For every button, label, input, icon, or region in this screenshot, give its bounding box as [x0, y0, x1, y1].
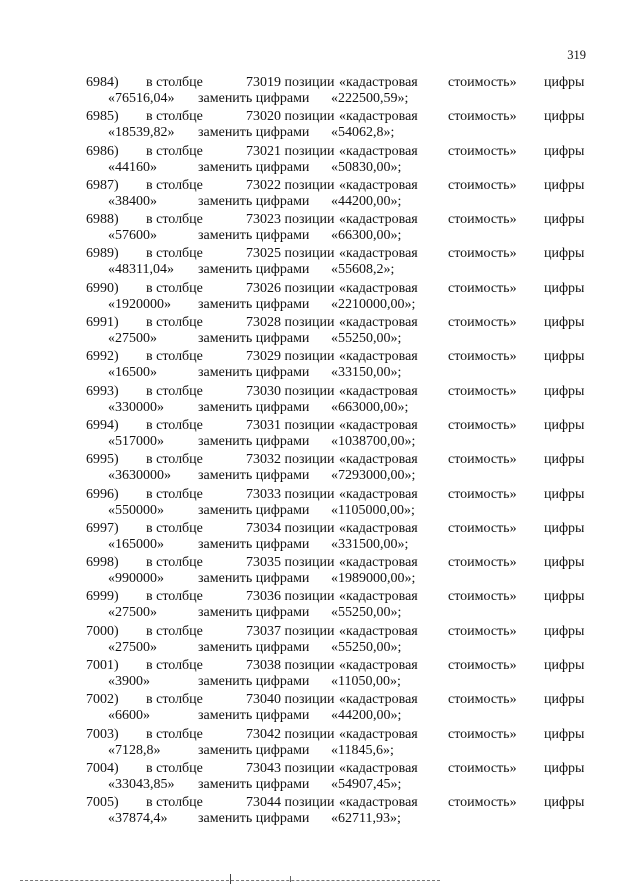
- stoimost-word: стоимость»: [448, 795, 517, 811]
- amendment-entry: [86, 108, 596, 142]
- replace-phrase: заменить цифрами: [198, 742, 310, 758]
- stoimost-word: стоимость»: [448, 623, 517, 639]
- column-number: [246, 348, 335, 365]
- amendment-entry: [86, 451, 596, 485]
- column-number: [246, 726, 335, 743]
- amendment-entry: [86, 348, 596, 382]
- replace-phrase: заменить цифрами: [198, 811, 310, 827]
- kadastr-word: «кадастровая: [339, 212, 418, 228]
- old-value: «16500»: [108, 365, 157, 381]
- amendment-entry: [86, 74, 596, 108]
- tsifry-word: цифры: [544, 109, 585, 125]
- column-number: [246, 280, 335, 297]
- column-prefix: в столбце: [146, 417, 203, 433]
- position-word: позиции: [284, 726, 335, 742]
- position-word: позиции: [284, 75, 335, 90]
- replace-phrase: заменить цифрами: [198, 193, 310, 209]
- tsifry-word: цифры: [544, 555, 585, 571]
- old-value: «57600»: [108, 228, 157, 244]
- position-word: позиции: [284, 349, 335, 365]
- tsifry-word: цифры: [544, 589, 585, 605]
- stoimost-word: стоимость»: [448, 760, 517, 776]
- tsifry-word: цифры: [544, 726, 585, 742]
- entry-number: 7005): [86, 795, 119, 811]
- replace-phrase: заменить цифрами: [198, 605, 310, 621]
- amendment-entry: [86, 280, 596, 314]
- entry-number: 7004): [86, 760, 119, 776]
- kadastr-word: «кадастровая: [339, 280, 418, 296]
- kadastr-word: «кадастровая: [339, 692, 418, 708]
- tsifry-word: цифры: [544, 212, 585, 228]
- column-number: [246, 691, 335, 708]
- column-number: [246, 486, 335, 503]
- column-number: [246, 554, 335, 571]
- amendment-entry: [86, 211, 596, 245]
- column-number: [246, 177, 335, 194]
- new-value: «1989000,00»;: [331, 571, 416, 587]
- replace-phrase: заменить цифрами: [198, 674, 310, 690]
- position-word: позиции: [284, 383, 335, 399]
- amendment-entry: [86, 760, 596, 794]
- column-prefix: в столбце: [146, 486, 203, 502]
- kadastr-word: «кадастровая: [339, 109, 418, 125]
- entry-number: 6985): [86, 109, 119, 125]
- amendment-entry: [86, 554, 596, 588]
- new-value: «62711,93»;: [331, 811, 401, 827]
- column-prefix: в столбце: [146, 280, 203, 296]
- column-code: 73037: [246, 623, 281, 639]
- old-value: «27500»: [108, 639, 157, 655]
- kadastr-word: «кадастровая: [339, 75, 418, 90]
- tsifry-word: цифры: [544, 75, 585, 90]
- amendment-entry: [86, 314, 596, 348]
- position-word: позиции: [284, 795, 335, 811]
- entry-number: 6997): [86, 520, 119, 536]
- column-number: [246, 588, 335, 605]
- column-prefix: в столбце: [146, 315, 203, 331]
- position-word: позиции: [284, 109, 335, 125]
- replace-phrase: заменить цифрами: [198, 296, 310, 312]
- amendment-list: [86, 74, 596, 829]
- amendment-entry: [86, 383, 596, 417]
- kadastr-word: «кадастровая: [339, 383, 418, 399]
- tsifry-word: цифры: [544, 143, 585, 159]
- entry-number: 7003): [86, 726, 119, 742]
- column-number: [246, 143, 335, 160]
- amendment-entry: [86, 486, 596, 520]
- kadastr-word: «кадастровая: [339, 795, 418, 811]
- column-code: 73019: [246, 75, 281, 90]
- kadastr-word: «кадастровая: [339, 246, 418, 262]
- tsifry-word: цифры: [544, 658, 585, 674]
- replace-phrase: заменить цифрами: [198, 571, 310, 587]
- column-prefix: в столбце: [146, 109, 203, 125]
- new-value: «44200,00»;: [331, 193, 402, 209]
- column-prefix: в столбце: [146, 177, 203, 193]
- column-number: [246, 623, 335, 640]
- kadastr-word: «кадастровая: [339, 486, 418, 502]
- entry-number: 6988): [86, 212, 119, 228]
- position-word: позиции: [284, 760, 335, 776]
- new-value: «11050,00»;: [331, 674, 401, 690]
- tsifry-word: цифры: [544, 452, 585, 468]
- old-value: «550000»: [108, 502, 164, 518]
- old-value: «27500»: [108, 331, 157, 347]
- tsifry-word: цифры: [544, 349, 585, 365]
- column-code: 73029: [246, 349, 281, 365]
- old-value: «517000»: [108, 433, 164, 449]
- entry-number: 6986): [86, 143, 119, 159]
- kadastr-word: «кадастровая: [339, 315, 418, 331]
- position-word: позиции: [284, 520, 335, 536]
- stoimost-word: стоимость»: [448, 417, 517, 433]
- replace-phrase: заменить цифрами: [198, 708, 310, 724]
- footer-mark: [290, 876, 291, 882]
- kadastr-word: «кадастровая: [339, 623, 418, 639]
- column-number: [246, 417, 335, 434]
- column-number: [246, 520, 335, 537]
- tsifry-word: цифры: [544, 623, 585, 639]
- kadastr-word: «кадастровая: [339, 452, 418, 468]
- position-word: позиции: [284, 555, 335, 571]
- entry-number: 6990): [86, 280, 119, 296]
- column-number: [246, 657, 335, 674]
- old-value: «38400»: [108, 193, 157, 209]
- stoimost-word: стоимость»: [448, 246, 517, 262]
- replace-phrase: заменить цифрами: [198, 399, 310, 415]
- new-value: «663000,00»;: [331, 399, 409, 415]
- column-prefix: в столбце: [146, 246, 203, 262]
- tsifry-word: цифры: [544, 486, 585, 502]
- new-value: «11845,6»;: [331, 742, 394, 758]
- kadastr-word: «кадастровая: [339, 520, 418, 536]
- column-prefix: в столбце: [146, 212, 203, 228]
- column-number: [246, 108, 335, 125]
- new-value: «33150,00»;: [331, 365, 402, 381]
- tsifry-word: цифры: [544, 417, 585, 433]
- column-number: [246, 760, 335, 777]
- old-value: «990000»: [108, 571, 164, 587]
- old-value: «48311,04»: [108, 262, 174, 278]
- column-number: [246, 383, 335, 400]
- page-number: 319: [567, 48, 586, 62]
- column-code: 73036: [246, 589, 281, 605]
- entry-number: 6999): [86, 589, 119, 605]
- position-word: позиции: [284, 623, 335, 639]
- stoimost-word: стоимость»: [448, 658, 517, 674]
- entry-number: 7001): [86, 658, 119, 674]
- position-word: позиции: [284, 212, 335, 228]
- amendment-entry: [86, 520, 596, 554]
- kadastr-word: «кадастровая: [339, 177, 418, 193]
- column-prefix: в столбце: [146, 520, 203, 536]
- new-value: «66300,00»;: [331, 228, 402, 244]
- entry-number: 6993): [86, 383, 119, 399]
- amendment-entry: [86, 143, 596, 177]
- stoimost-word: стоимость»: [448, 486, 517, 502]
- amendment-entry: [86, 177, 596, 211]
- old-value: «165000»: [108, 536, 164, 552]
- replace-phrase: заменить цифрами: [198, 365, 310, 381]
- column-code: 73031: [246, 417, 281, 433]
- entry-number: 6996): [86, 486, 119, 502]
- replace-phrase: заменить цифрами: [198, 331, 310, 347]
- entry-number: 6992): [86, 349, 119, 365]
- kadastr-word: «кадастровая: [339, 760, 418, 776]
- new-value: «50830,00»;: [331, 159, 402, 175]
- tsifry-word: цифры: [544, 383, 585, 399]
- column-prefix: в столбце: [146, 658, 203, 674]
- entry-number: 6998): [86, 555, 119, 571]
- stoimost-word: стоимость»: [448, 212, 517, 228]
- position-word: позиции: [284, 143, 335, 159]
- old-value: «27500»: [108, 605, 157, 621]
- position-word: позиции: [284, 658, 335, 674]
- new-value: «54062,8»;: [331, 125, 395, 141]
- new-value: «55250,00»;: [331, 639, 402, 655]
- tsifry-word: цифры: [544, 795, 585, 811]
- column-code: 73032: [246, 452, 281, 468]
- position-word: позиции: [284, 417, 335, 433]
- column-code: 73044: [246, 795, 281, 811]
- old-value: «330000»: [108, 399, 164, 415]
- entry-number: 7000): [86, 623, 119, 639]
- tsifry-word: цифры: [544, 246, 585, 262]
- column-code: 73040: [246, 692, 281, 708]
- entry-number: 6995): [86, 452, 119, 468]
- replace-phrase: заменить цифрами: [198, 262, 310, 278]
- old-value: «44160»: [108, 159, 157, 175]
- column-prefix: в столбце: [146, 589, 203, 605]
- position-word: позиции: [284, 452, 335, 468]
- position-word: позиции: [284, 280, 335, 296]
- kadastr-word: «кадастровая: [339, 349, 418, 365]
- amendment-entry: [86, 657, 596, 691]
- stoimost-word: стоимость»: [448, 383, 517, 399]
- position-word: позиции: [284, 589, 335, 605]
- replace-phrase: заменить цифрами: [198, 91, 310, 106]
- old-value: «3900»: [108, 674, 150, 690]
- footer-mark: [230, 874, 231, 884]
- column-number: [246, 794, 335, 811]
- column-prefix: в столбце: [146, 75, 203, 90]
- column-prefix: в столбце: [146, 143, 203, 159]
- entry-number: 6987): [86, 177, 119, 193]
- new-value: «55608,2»;: [331, 262, 395, 278]
- column-number: [246, 314, 335, 331]
- stoimost-word: стоимость»: [448, 177, 517, 193]
- kadastr-word: «кадастровая: [339, 658, 418, 674]
- column-number: [246, 211, 335, 228]
- replace-phrase: заменить цифрами: [198, 502, 310, 518]
- position-word: позиции: [284, 315, 335, 331]
- new-value: «331500,00»;: [331, 536, 409, 552]
- old-value: «1920000»: [108, 296, 171, 312]
- kadastr-word: «кадастровая: [339, 417, 418, 433]
- column-prefix: в столбце: [146, 760, 203, 776]
- replace-phrase: заменить цифрами: [198, 228, 310, 244]
- new-value: «44200,00»;: [331, 708, 402, 724]
- column-code: 73025: [246, 246, 281, 262]
- column-number: [246, 74, 335, 91]
- old-value: «6600»: [108, 708, 150, 724]
- stoimost-word: стоимость»: [448, 109, 517, 125]
- stoimost-word: стоимость»: [448, 520, 517, 536]
- new-value: «54907,45»;: [331, 776, 402, 792]
- column-prefix: в столбце: [146, 623, 203, 639]
- column-prefix: в столбце: [146, 452, 203, 468]
- stoimost-word: стоимость»: [448, 726, 517, 742]
- tsifry-word: цифры: [544, 760, 585, 776]
- old-value: «76516,04»: [108, 91, 175, 106]
- new-value: «2210000,00»;: [331, 296, 416, 312]
- column-prefix: в столбце: [146, 555, 203, 571]
- column-code: 73034: [246, 520, 281, 536]
- entry-number: 6991): [86, 315, 119, 331]
- old-value: «7128,8»: [108, 742, 161, 758]
- new-value: «222500,59»;: [331, 91, 409, 106]
- tsifry-word: цифры: [544, 692, 585, 708]
- old-value: «3630000»: [108, 468, 171, 484]
- tsifry-word: цифры: [544, 520, 585, 536]
- new-value: «55250,00»;: [331, 605, 402, 621]
- stoimost-word: стоимость»: [448, 75, 517, 90]
- column-prefix: в столбце: [146, 383, 203, 399]
- stoimost-word: стоимость»: [448, 143, 517, 159]
- column-number: [246, 451, 335, 468]
- amendment-entry: [86, 794, 596, 828]
- column-code: 73023: [246, 212, 281, 228]
- column-code: 73035: [246, 555, 281, 571]
- new-value: «1038700,00»;: [331, 433, 416, 449]
- entry-number: 7002): [86, 692, 119, 708]
- replace-phrase: заменить цифрами: [198, 433, 310, 449]
- amendment-entry: [86, 691, 596, 725]
- stoimost-word: стоимость»: [448, 349, 517, 365]
- position-word: позиции: [284, 177, 335, 193]
- stoimost-word: стоимость»: [448, 280, 517, 296]
- kadastr-word: «кадастровая: [339, 726, 418, 742]
- column-prefix: в столбце: [146, 692, 203, 708]
- old-value: «37874,4»: [108, 811, 168, 827]
- new-value: «1105000,00»;: [331, 502, 415, 518]
- stoimost-word: стоимость»: [448, 452, 517, 468]
- replace-phrase: заменить цифрами: [198, 776, 310, 792]
- entry-number: 6994): [86, 417, 119, 433]
- new-value: «7293000,00»;: [331, 468, 416, 484]
- stoimost-word: стоимость»: [448, 555, 517, 571]
- tsifry-word: цифры: [544, 315, 585, 331]
- replace-phrase: заменить цифрами: [198, 468, 310, 484]
- amendment-entry: [86, 245, 596, 279]
- position-word: позиции: [284, 246, 335, 262]
- old-value: «33043,85»: [108, 776, 175, 792]
- column-code: 73022: [246, 177, 281, 193]
- column-code: 73033: [246, 486, 281, 502]
- replace-phrase: заменить цифрами: [198, 125, 310, 141]
- column-prefix: в столбце: [146, 349, 203, 365]
- column-code: 73030: [246, 383, 281, 399]
- entry-number: 6989): [86, 246, 119, 262]
- amendment-entry: [86, 726, 596, 760]
- column-code: 73042: [246, 726, 281, 742]
- amendment-entry: [86, 417, 596, 451]
- position-word: позиции: [284, 692, 335, 708]
- column-prefix: в столбце: [146, 726, 203, 742]
- tsifry-word: цифры: [544, 177, 585, 193]
- kadastr-word: «кадастровая: [339, 555, 418, 571]
- replace-phrase: заменить цифрами: [198, 639, 310, 655]
- column-code: 73020: [246, 109, 281, 125]
- stoimost-word: стоимость»: [448, 315, 517, 331]
- new-value: «55250,00»;: [331, 331, 402, 347]
- stoimost-word: стоимость»: [448, 589, 517, 605]
- amendment-entry: [86, 588, 596, 622]
- column-code: 73043: [246, 760, 281, 776]
- replace-phrase: заменить цифрами: [198, 536, 310, 552]
- stoimost-word: стоимость»: [448, 692, 517, 708]
- column-code: 73021: [246, 143, 281, 159]
- amendment-entry: [86, 623, 596, 657]
- entry-number: 6984): [86, 75, 119, 90]
- old-value: «18539,82»: [108, 125, 175, 141]
- column-prefix: в столбце: [146, 795, 203, 811]
- column-code: 73026: [246, 280, 281, 296]
- position-word: позиции: [284, 486, 335, 502]
- column-code: 73038: [246, 658, 281, 674]
- column-code: 73028: [246, 315, 281, 331]
- kadastr-word: «кадастровая: [339, 589, 418, 605]
- column-number: [246, 245, 335, 262]
- kadastr-word: «кадастровая: [339, 143, 418, 159]
- replace-phrase: заменить цифрами: [198, 159, 310, 175]
- tsifry-word: цифры: [544, 280, 585, 296]
